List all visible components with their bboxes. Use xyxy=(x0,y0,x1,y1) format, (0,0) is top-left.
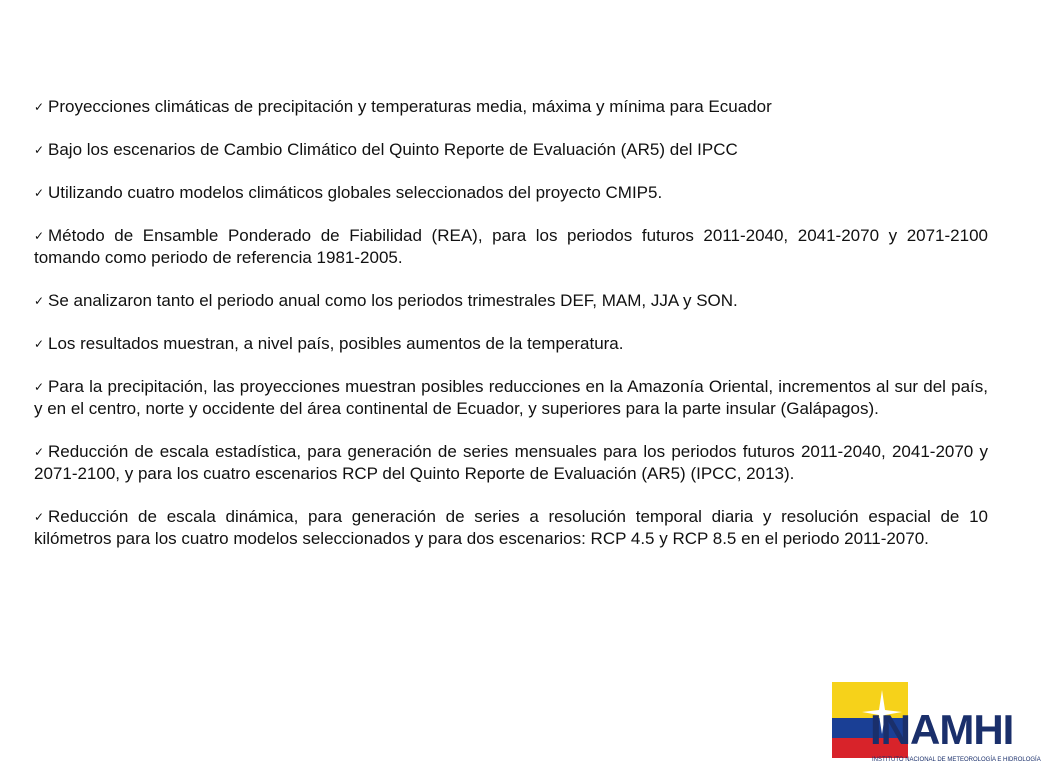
bullet-text: Reducción de escala estadística, para generación de series mensuales para los periodos futuros 2011-2040, 2041-2070 y 2071-2100, y para los cuatro escenarios RCP del Quinto Reporte de Evaluación (AR5) (IPCC, 2013). xyxy=(34,442,988,483)
bullet-text: Método de Ensamble Ponderado de Fiabilidad (REA), para los periodos futuros 2011-2040, 2041-2070 y 2071-2100 tomando como periodo de referencia 1981-2005. xyxy=(34,226,988,267)
bullet-item xyxy=(34,441,988,485)
bullet-text: Bajo los escenarios de Cambio Climático del Quinto Reporte de Evaluación (AR5) del IPCC xyxy=(48,140,738,159)
bullet-item xyxy=(34,333,988,355)
check-icon: ✓ xyxy=(34,229,45,243)
bullet-item xyxy=(34,376,988,420)
bullet-text: Para la precipitación, las proyecciones muestran posibles reducciones en la Amazonía Oriental, incrementos al sur del país, y en el centro, norte y occidente del área continental de Ecuador, y superiores para la parte insular (Galápagos). xyxy=(34,377,988,418)
check-icon: ✓ xyxy=(34,143,45,157)
bullet-item xyxy=(34,139,988,161)
bullet-item xyxy=(34,96,988,118)
check-icon: ✓ xyxy=(34,337,45,351)
inamhi-logo xyxy=(832,682,1041,766)
check-icon: ✓ xyxy=(34,186,45,200)
logo-subtitle: INSTITUTO NACIONAL DE METEOROLOGÍA E HIDROLOGÍA xyxy=(872,757,1041,763)
check-icon: ✓ xyxy=(34,294,45,308)
slide-content xyxy=(34,96,988,571)
check-icon: ✓ xyxy=(34,445,45,459)
bullet-text: Los resultados muestran, a nivel país, posibles aumentos de la temperatura. xyxy=(48,334,624,353)
check-icon: ✓ xyxy=(34,380,45,394)
bullet-item xyxy=(34,506,988,550)
check-icon: ✓ xyxy=(34,510,45,524)
bullet-item xyxy=(34,225,988,269)
bullet-item xyxy=(34,290,988,312)
bullet-text: Utilizando cuatro modelos climáticos globales seleccionados del proyecto CMIP5. xyxy=(48,183,663,202)
bullet-item xyxy=(34,182,988,204)
check-icon: ✓ xyxy=(34,100,45,114)
bullet-text: Reducción de escala dinámica, para generación de series a resolución temporal diaria y resolución espacial de 10 kilómetros para los cuatro modelos seleccionados y para dos escenarios: RCP 4.5 y RCP 8.5 en el periodo 2011-2070. xyxy=(34,507,988,548)
logo-name: INAMHI xyxy=(870,706,1014,753)
bullet-text: Se analizaron tanto el periodo anual como los periodos trimestrales DEF, MAM, JJA y SON. xyxy=(48,291,738,310)
bullet-text: Proyecciones climáticas de precipitación y temperaturas media, máxima y mínima para Ecuador xyxy=(48,97,772,116)
